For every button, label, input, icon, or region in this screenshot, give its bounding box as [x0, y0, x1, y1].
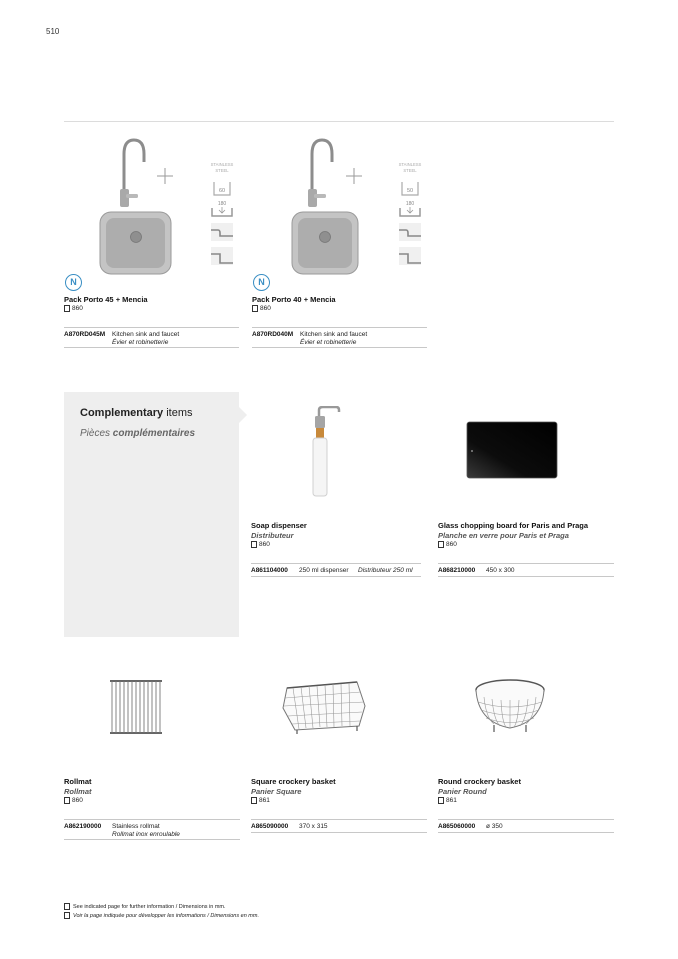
- glass-board-image: [466, 421, 558, 481]
- rollmat-image: [108, 678, 164, 736]
- product-code: A861104000: [251, 567, 288, 574]
- product-title: Square crockery basket: [251, 777, 336, 786]
- panel-arrow: [239, 407, 247, 423]
- ref-divider-bottom: [251, 576, 421, 577]
- description-en: Stainless rollmat: [112, 823, 160, 830]
- product-subtitle: Planche en verre pour Paris et Praga: [438, 531, 569, 540]
- ref-divider: [64, 819, 240, 820]
- svg-text:STAINLESS: STAINLESS: [210, 162, 234, 167]
- pack-1: [64, 134, 244, 349]
- description-fr: Distributeur 250 ml: [358, 567, 413, 574]
- product-code: A870RD040M: [252, 331, 294, 338]
- product-rollmat: [64, 660, 240, 845]
- depth-icon: [208, 180, 236, 198]
- description-fr: Évier et robinetterie: [112, 339, 169, 346]
- description-en: ø 350: [486, 823, 503, 830]
- description-en: Kitchen sink and faucet: [300, 331, 368, 338]
- product-code: A862190000: [64, 823, 102, 830]
- cabinet-size-icon: [208, 198, 236, 220]
- product-square-basket: [251, 660, 427, 845]
- page-reference: 860: [252, 305, 271, 312]
- svg-text:STEEL: STEEL: [403, 168, 417, 173]
- ref-divider-bottom: [438, 832, 614, 833]
- svg-text:STEEL: STEEL: [215, 168, 229, 173]
- svg-text:180: 180: [405, 201, 415, 207]
- spec-icons: [208, 158, 236, 278]
- ref-divider-bottom: [64, 347, 239, 348]
- top-divider: [64, 121, 614, 122]
- depth-icon: [396, 180, 424, 198]
- product-subtitle: Panier Square: [251, 787, 302, 796]
- product-title: Rollmat: [64, 777, 92, 786]
- description-fr: Rollmat inox enroulable: [112, 831, 180, 838]
- document-icon: [438, 797, 444, 804]
- page-number: 510: [46, 27, 60, 36]
- ref-divider-bottom: [438, 576, 614, 577]
- section-title-en: Complementary items: [80, 407, 193, 419]
- cabinet-size-icon: [396, 198, 424, 220]
- product-subtitle: Rollmat: [64, 787, 92, 796]
- document-icon: [64, 903, 70, 910]
- ref-divider: [64, 327, 239, 328]
- stainless-steel-icon: [208, 158, 236, 180]
- ref-divider: [251, 563, 421, 564]
- product-title: Glass chopping board for Paris and Praga: [438, 521, 589, 530]
- svg-text:60: 60: [218, 188, 226, 194]
- new-badge: N: [253, 274, 270, 291]
- description-fr: Évier et robinetterie: [300, 339, 357, 346]
- product-glass-board: [438, 400, 614, 580]
- document-icon: [64, 797, 70, 804]
- document-icon: [438, 541, 444, 548]
- description-en: Kitchen sink and faucet: [112, 331, 180, 338]
- product-code: A865090000: [251, 823, 289, 830]
- page-reference: 861: [251, 797, 270, 804]
- new-badge: N: [65, 274, 82, 291]
- product-subtitle: Panier Round: [438, 787, 487, 796]
- ref-divider: [438, 819, 614, 820]
- description-en: 370 x 315: [299, 823, 328, 830]
- page-reference: 861: [438, 797, 457, 804]
- product-title: Soap dispenser: [251, 521, 307, 530]
- product-code: A870RD045M: [64, 331, 106, 338]
- document-icon: [252, 305, 258, 312]
- page-reference: 860: [64, 305, 83, 312]
- product-subtitle: Distributeur: [251, 531, 294, 540]
- pack-2: [252, 134, 432, 349]
- footnote-en: See indicated page for further information / Dimensions in mm.: [64, 903, 226, 910]
- svg-text:STAINLESS: STAINLESS: [398, 162, 422, 167]
- soap-dispenser-image: [291, 406, 381, 501]
- page-reference: 860: [64, 797, 83, 804]
- ref-divider: [251, 819, 427, 820]
- ref-divider: [438, 563, 614, 564]
- svg-text:50: 50: [406, 188, 414, 194]
- section-title-fr: Pièces complémentaires: [80, 428, 196, 439]
- round-basket-image: [472, 676, 548, 736]
- inset-icon: [396, 244, 424, 268]
- undermount-icon: [208, 220, 236, 244]
- document-icon: [251, 541, 257, 548]
- inset-icon: [208, 244, 236, 268]
- page-reference: 860: [251, 541, 270, 548]
- page-reference: 860: [438, 541, 457, 548]
- ref-divider-bottom: [64, 839, 240, 840]
- product-code: A865060000: [438, 823, 476, 830]
- product-title: Round crockery basket: [438, 777, 521, 786]
- ref-divider-bottom: [252, 347, 427, 348]
- ref-divider-bottom: [251, 832, 427, 833]
- ref-divider: [252, 327, 427, 328]
- description-en: 250 ml dispenser: [299, 567, 349, 574]
- pack-title: Pack Porto 45 + Mencia: [64, 295, 148, 304]
- document-icon: [64, 305, 70, 312]
- pack-title: Pack Porto 40 + Mencia: [252, 295, 336, 304]
- product-round-basket: [438, 660, 614, 845]
- footnote-fr: Voir la page indiquée pour développer les informations / Dimensions en mm.: [64, 912, 259, 919]
- square-basket-image: [279, 676, 369, 736]
- undermount-icon: [396, 220, 424, 244]
- product-code: A868210000: [438, 567, 476, 574]
- document-icon: [64, 912, 70, 919]
- description-en: 450 x 300: [486, 567, 515, 574]
- product-soap-dispenser: [251, 400, 421, 580]
- spec-icons: [396, 158, 424, 278]
- svg-text:180: 180: [217, 201, 227, 207]
- stainless-steel-icon: [396, 158, 424, 180]
- document-icon: [251, 797, 257, 804]
